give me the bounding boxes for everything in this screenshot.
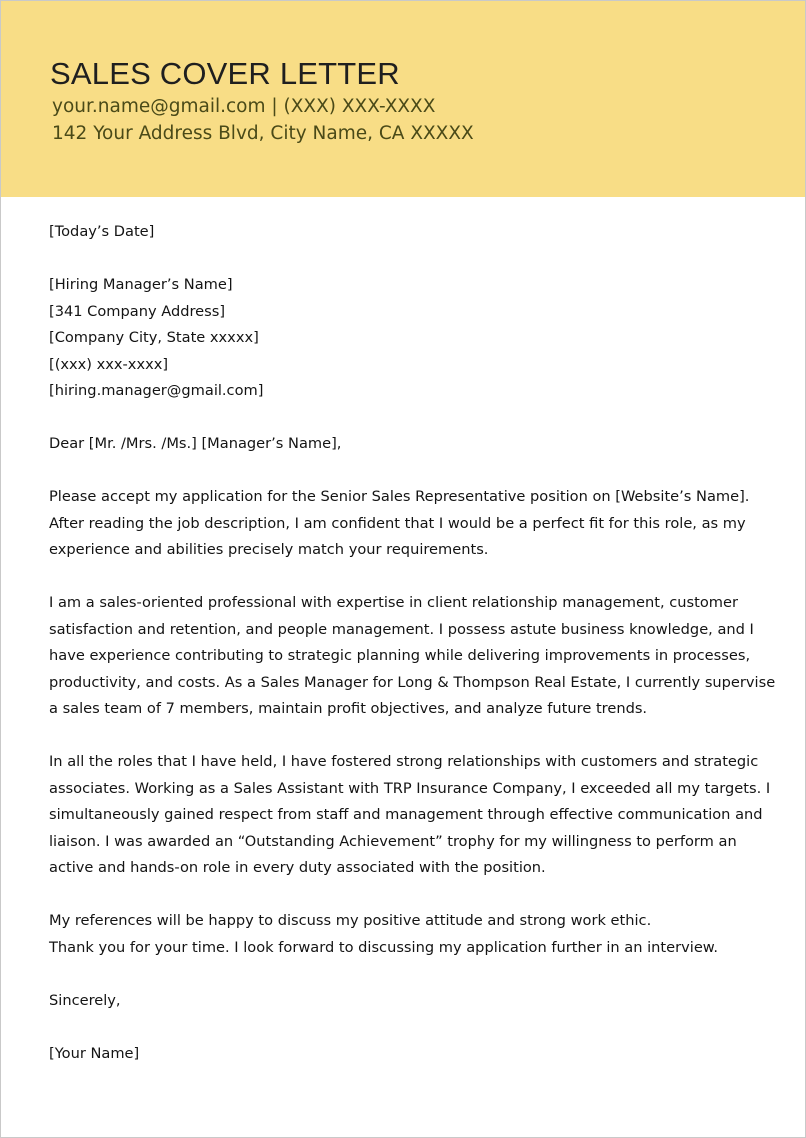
- contact-email-phone: your.name@gmail.com | (XXX) XXX-XXXX: [52, 96, 436, 117]
- signature-name: [Your Name]: [49, 1044, 140, 1062]
- paragraph-line: simultaneously gained respect from staff and management through effective communication and: [49, 806, 763, 823]
- paragraph-line: satisfaction and retention, and people management. I possess astute business knowledge, and I: [49, 620, 754, 638]
- recipient-name: [Hiring Manager’s Name]: [49, 276, 233, 293]
- contact-address: 142 Your Address Blvd, City Name, CA XXXXX: [52, 123, 474, 144]
- recipient-block: [49, 272, 779, 405]
- paragraph-line: liaison. I was awarded an “Outstanding Achievement” trophy for my willingness to perform an: [49, 832, 737, 850]
- recipient-phone: [(xxx) xxx-xxxx]: [49, 355, 169, 373]
- paragraph-line: productivity, and costs. As a Sales Manager for Long & Thompson Real Estate, I currently supervise: [49, 673, 776, 691]
- paragraph-line: have experience contributing to strategic planning while delivering improvements in processes,: [49, 647, 751, 664]
- document-title: SALES COVER LETTER: [50, 56, 400, 91]
- paragraph-intro: [49, 484, 779, 564]
- paragraph-line: associates. Working as a Sales Assistant with TRP Insurance Company, I exceeded all my targets. I: [49, 779, 771, 797]
- salutation: Dear [Mr. /Mrs. /Ms.] [Manager’s Name],: [49, 435, 342, 452]
- letter-header: [1, 1, 805, 197]
- paragraph-line: My references will be happy to discuss my positive attitude and strong work ethic.: [49, 912, 652, 929]
- closing: Sincerely,: [49, 991, 121, 1009]
- recipient-email: [hiring.manager@gmail.com]: [49, 382, 264, 399]
- recipient-address: [341 Company Address]: [49, 302, 226, 320]
- letter-date: [Today’s Date]: [49, 223, 155, 240]
- paragraph-line: Thank you for your time. I look forward to discussing my application further in an interview.: [49, 938, 719, 956]
- letter-body: [49, 219, 779, 1067]
- paragraph-achievements: [49, 749, 779, 882]
- paragraph-line: In all the roles that I have held, I have fostered strong relationships with customers and strategic: [49, 753, 759, 770]
- paragraph-line: active and hands-on role in every duty associated with the position.: [49, 859, 546, 876]
- paragraph-line: a sales team of 7 members, maintain profit objectives, and analyze future trends.: [49, 700, 648, 717]
- recipient-city-state: [Company City, State xxxxx]: [49, 329, 259, 346]
- paragraph-experience: [49, 590, 779, 723]
- paragraph-line: I am a sales-oriented professional with expertise in client relationship management, customer: [49, 594, 738, 611]
- paragraph-line: experience and abilities precisely match your requirements.: [49, 541, 489, 558]
- paragraph-line: After reading the job description, I am confident that I would be a perfect fit for this role, as my: [49, 514, 746, 532]
- paragraph-line: Please accept my application for the Senior Sales Representative position on [Website’s Name].: [49, 488, 750, 505]
- paragraph-closing: [49, 908, 779, 961]
